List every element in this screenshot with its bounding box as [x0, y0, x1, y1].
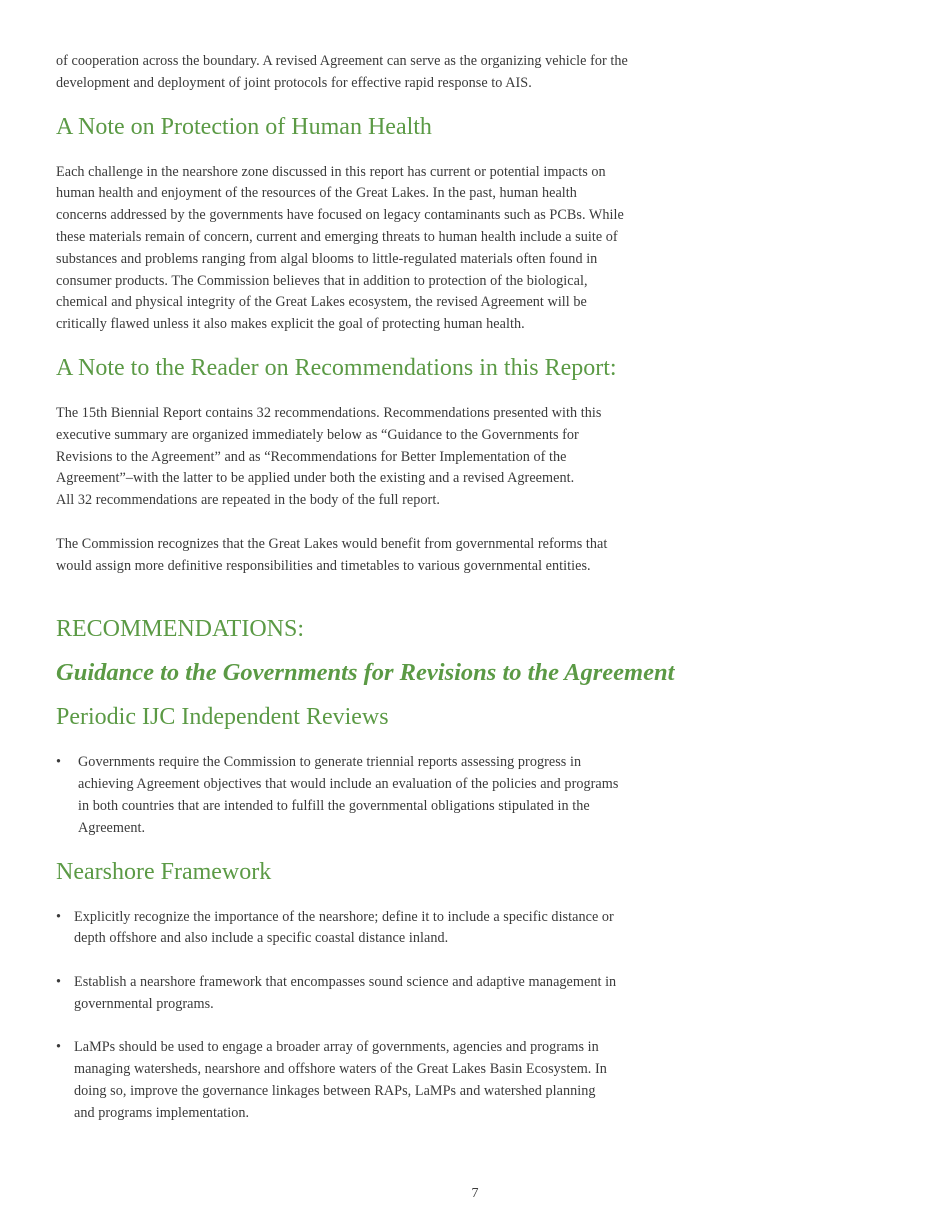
page-number: 7	[471, 1186, 479, 1201]
recommendations-heading: RECOMMENDATIONS:	[56, 616, 305, 643]
reader-note-paragraph-continued: All 32 recommendations are repeated in the body of the full report.	[56, 492, 440, 509]
human-health-heading: A Note on Protection of Human Health	[56, 113, 432, 140]
nearshore-heading: Nearshore Framework	[56, 858, 272, 885]
document-page	[56, 51, 675, 1125]
reader-note-paragraph: The 15th Biennial Report contains 32 recommendations. Recommendations presented with this executive summary are organized immediately below as “Guidance to the Governments for Revisions to the Agreement” and as “Recommendations for Better Implementation of the Agreement”–with the latter to be applied under both the existing and a revised Agreement.	[56, 404, 602, 487]
bullet-icon: •	[56, 1039, 62, 1056]
list-item-text: LaMPs should be used to engage a broader array of governments, agencies and programs in managing watersheds, nearshore and offshore waters of the Great Lakes Basin Ecosystem. In doing so, improve the governance linkages between RAPs, LaMPs and watershed planning and programs implementation.	[74, 1039, 607, 1121]
guidance-subheading: Guidance to the Governments for Revisions to the Agreement	[56, 659, 675, 687]
reader-note-heading: A Note to the Reader on Recommendations in this Report:	[56, 354, 617, 381]
bullet-icon: •	[56, 973, 62, 990]
list-item-text: Governments require the Commission to generate triennial reports assessing progress in achieving Agreement objectives that would include an evaluation of the policies and programs in both countries that are intended to fulfill the governmental obligations stipulated in the Agreement.	[78, 754, 619, 836]
list-item	[56, 907, 619, 951]
list-item-text: Explicitly recognize the importance of the nearshore; define it to include a specific distance or depth offshore and also include a specific coastal distance inland.	[74, 908, 614, 947]
list-item	[56, 752, 628, 839]
human-health-paragraph: Each challenge in the nearshore zone discussed in this report has current or potential impacts on human health and enjoyment of the resources of the Great Lakes. In the past, human health concerns addressed by the governments have focused on legacy contaminants such as PCBs. While these materials remain of concern, current and emerging threats to human health include a suite of substances and problems ranging from algal blooms to little-regulated materials often found in consumer products. The Commission believes that in addition to protection of the biological, chemical and physical integrity of the Great Lakes ecosystem, the revised Agreement will be critically flawed unless it also makes explicit the goal of protecting human health.	[56, 163, 624, 333]
bullet-icon: •	[56, 754, 62, 771]
list-item-text: Establish a nearshore framework that encompasses sound science and adaptive management in governmental programs.	[74, 973, 617, 1012]
bullet-icon: •	[56, 908, 62, 925]
periodic-reviews-list	[56, 752, 631, 839]
commission-paragraph: The Commission recognizes that the Great Lakes would benefit from governmental reforms that would assign more definitive responsibilities and timetables to various governmental entities.	[56, 535, 608, 574]
intro-paragraph: of cooperation across the boundary. A revised Agreement can serve as the organizing vehicle for the development and deployment of joint protocols for effective rapid response to AIS.	[56, 53, 628, 91]
list-item	[56, 972, 619, 1016]
periodic-reviews-heading: Periodic IJC Independent Reviews	[56, 704, 389, 731]
nearshore-list	[56, 907, 631, 1125]
list-item	[56, 1037, 619, 1124]
